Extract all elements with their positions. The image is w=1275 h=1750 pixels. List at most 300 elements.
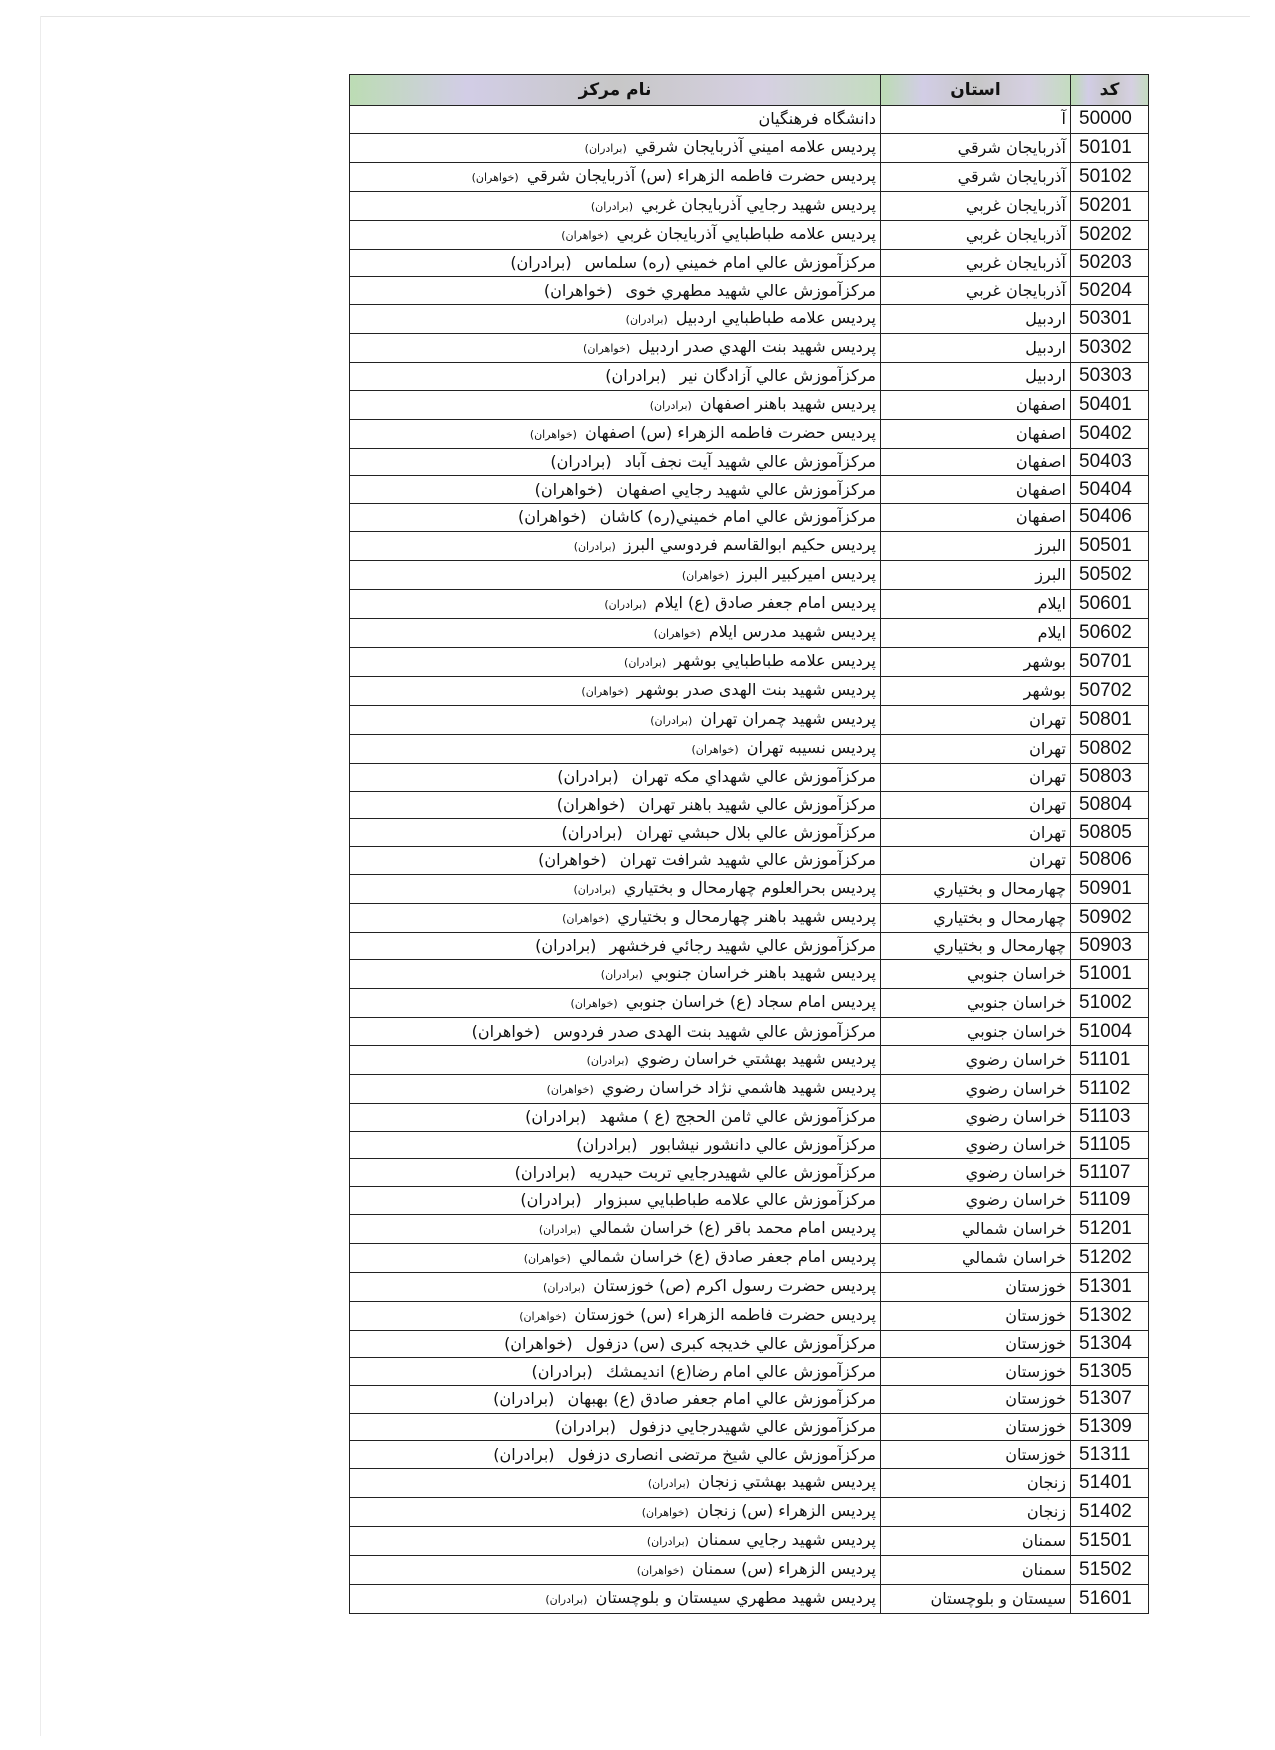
center-code: 51001 xyxy=(1071,960,1149,989)
center-name: پرديس شهيد رجايي سمنان xyxy=(697,1530,876,1550)
province-name: اصفهان xyxy=(881,390,1071,419)
center-name: مركزآموزش عالي شهيدرجايي تربت حيدريه xyxy=(589,1162,876,1182)
center-name-cell xyxy=(350,1386,881,1414)
province-name: خراسان رضوي xyxy=(881,1131,1071,1159)
gender-label: (خواهران) xyxy=(562,911,610,925)
gender-label: (برادران) xyxy=(605,366,667,386)
province-name: چهارمحال و بختياري xyxy=(881,874,1071,903)
province-name: خوزستان xyxy=(881,1272,1071,1301)
gender-label: (خواهران) xyxy=(538,850,607,870)
center-code: 51107 xyxy=(1071,1159,1149,1187)
center-name: پرديس امام سجاد (ع) خراسان جنوبي xyxy=(625,992,876,1012)
center-code: 51202 xyxy=(1071,1243,1149,1272)
table-row xyxy=(350,589,1149,618)
province-name: آذربايجان غربي xyxy=(881,191,1071,220)
center-name-cell xyxy=(350,932,881,960)
center-name: پرديس علامه طباطبايي آذربايجان غربي xyxy=(616,223,876,243)
center-name-cell xyxy=(350,560,881,589)
table-row xyxy=(350,1045,1149,1074)
table-row xyxy=(350,1498,1149,1527)
center-name-cell xyxy=(350,618,881,647)
table-row xyxy=(350,334,1149,363)
center-code: 50201 xyxy=(1071,191,1149,220)
center-name-cell xyxy=(350,476,881,504)
center-code: 51201 xyxy=(1071,1214,1149,1243)
center-code: 51401 xyxy=(1071,1469,1149,1498)
center-name: مركزآموزش عالي علامه طباطبايي سبزوار xyxy=(594,1190,876,1210)
center-code: 51109 xyxy=(1071,1187,1149,1215)
table-row xyxy=(350,903,1149,932)
header-code: کد xyxy=(1071,75,1149,106)
province-name: تهران xyxy=(881,705,1071,734)
table-row xyxy=(350,989,1149,1018)
center-code: 50402 xyxy=(1071,419,1149,448)
center-name-cell xyxy=(350,390,881,419)
center-name: پرديس شهيد بهشتي زنجان xyxy=(698,1472,876,1492)
center-name-cell xyxy=(350,874,881,903)
centers-table-container xyxy=(349,74,1148,1614)
table-body xyxy=(350,106,1149,1614)
center-name: مركزآموزش عالي شهيدرجايي دزفول xyxy=(629,1417,876,1437)
province-name: آذربايجان غربي xyxy=(881,220,1071,249)
province-name: چهارمحال و بختياري xyxy=(881,903,1071,932)
center-code: 51311 xyxy=(1071,1441,1149,1469)
center-code: 51002 xyxy=(1071,989,1149,1018)
province-name: خراسان جنوبي xyxy=(881,1018,1071,1046)
scan-edge-top xyxy=(40,16,1250,17)
table-row xyxy=(350,1413,1149,1441)
center-name: پرديس شهيد بهشتي خراسان رضوي xyxy=(636,1048,876,1068)
center-name-cell xyxy=(350,277,881,305)
gender-label: (برادران) xyxy=(573,882,616,896)
gender-label: (خواهران) xyxy=(519,1309,567,1323)
province-name: آ xyxy=(881,106,1071,134)
center-name: پرديس شهيد باهنر اصفهان xyxy=(699,393,876,413)
gender-label: (خواهران) xyxy=(581,684,629,698)
center-code: 51302 xyxy=(1071,1301,1149,1330)
table-row xyxy=(350,1103,1149,1131)
center-name: مركزآموزش عالي ثامن الحجج (ع ) مشهد xyxy=(599,1107,876,1127)
province-name: خراسان رضوي xyxy=(881,1074,1071,1103)
gender-label: (برادران) xyxy=(493,1389,555,1409)
center-code: 50404 xyxy=(1071,476,1149,504)
table-row xyxy=(350,504,1149,532)
gender-label: (برادران) xyxy=(561,822,623,842)
center-code: 50303 xyxy=(1071,363,1149,391)
center-name: مركزآموزش عالي شهيد شرافت تهران xyxy=(619,850,876,870)
center-code: 50203 xyxy=(1071,249,1149,277)
province-name: سيستان و بلوچستان xyxy=(881,1585,1071,1614)
center-code: 51101 xyxy=(1071,1045,1149,1074)
centers-table xyxy=(349,74,1149,1614)
table-row xyxy=(350,277,1149,305)
province-name: خراسان جنوبي xyxy=(881,989,1071,1018)
gender-label: (خواهران) xyxy=(534,479,604,499)
center-name: پرديس علامه طباطبايي بوشهر xyxy=(674,650,876,670)
center-name-cell xyxy=(350,676,881,705)
center-code: 51305 xyxy=(1071,1358,1149,1386)
province-name: اصفهان xyxy=(881,448,1071,476)
center-code: 50501 xyxy=(1071,531,1149,560)
gender-label: (برادران) xyxy=(625,313,668,327)
center-name-cell xyxy=(350,1498,881,1527)
center-code: 51501 xyxy=(1071,1527,1149,1556)
center-name-cell xyxy=(350,363,881,391)
gender-label: (خواهران) xyxy=(517,507,587,527)
province-name: تهران xyxy=(881,763,1071,791)
center-code: 51102 xyxy=(1071,1074,1149,1103)
province-name: بوشهر xyxy=(881,676,1071,705)
center-name: پرديس حضرت فاطمه الزهراء (س) اصفهان xyxy=(585,422,876,442)
center-name: پرديس حكيم ابوالقاسم فردوسي البرز xyxy=(623,534,876,554)
table-row xyxy=(350,249,1149,277)
gender-label: (خواهران) xyxy=(546,1082,594,1096)
table-row xyxy=(350,647,1149,676)
table-row xyxy=(350,819,1149,847)
table-row xyxy=(350,305,1149,334)
center-name-cell xyxy=(350,705,881,734)
province-name: زنجان xyxy=(881,1469,1071,1498)
center-name-cell xyxy=(350,1301,881,1330)
gender-label: (خواهران) xyxy=(556,794,626,814)
center-code: 50204 xyxy=(1071,277,1149,305)
center-code: 50901 xyxy=(1071,874,1149,903)
table-row xyxy=(350,1441,1149,1469)
province-name: ايلام xyxy=(881,589,1071,618)
gender-label: (برادران) xyxy=(600,968,643,982)
center-name-cell xyxy=(350,1272,881,1301)
center-name: پرديس حضرت رسول اكرم (ص) خوزستان xyxy=(593,1275,876,1295)
province-name: اردبيل xyxy=(881,334,1071,363)
center-code: 50301 xyxy=(1071,305,1149,334)
province-name: آذربايجان غربي xyxy=(881,277,1071,305)
gender-label: (خواهران) xyxy=(583,342,631,356)
center-code: 50804 xyxy=(1071,791,1149,819)
table-row xyxy=(350,1074,1149,1103)
gender-label: (برادران) xyxy=(538,1222,582,1236)
center-name: مركزآموزش عالي امام جعفر صادق (ع) بهبهان xyxy=(567,1389,876,1409)
table-row xyxy=(350,960,1149,989)
center-name: مركزآموزش عالي شهيد مطهري خوی xyxy=(625,280,876,300)
table-header xyxy=(350,75,1149,106)
center-name: مركزآموزش عالي دانشور نيشابور xyxy=(650,1134,876,1154)
province-name: تهران xyxy=(881,846,1071,874)
gender-label: (برادران) xyxy=(525,1107,587,1127)
center-code: 50806 xyxy=(1071,846,1149,874)
gender-label: (برادران) xyxy=(586,1053,629,1067)
table-row xyxy=(350,390,1149,419)
gender-label: (برادران) xyxy=(550,452,612,472)
center-code: 50401 xyxy=(1071,390,1149,419)
gender-label: (برادران) xyxy=(493,1444,555,1464)
center-name-cell xyxy=(350,1159,881,1187)
center-code: 50403 xyxy=(1071,448,1149,476)
gender-label: (برادران) xyxy=(584,141,627,155)
center-name: مركزآموزش عالي امام رضا(ع) انديمشك xyxy=(605,1361,876,1381)
gender-label: (برادران) xyxy=(576,1134,638,1154)
province-name: آذربايجان غربي xyxy=(881,249,1071,277)
province-name: چهارمحال و بختياري xyxy=(881,932,1071,960)
gender-label: (برادران) xyxy=(535,935,597,955)
center-name-cell xyxy=(350,734,881,763)
gender-label: (برادران) xyxy=(646,1535,689,1549)
province-name: اصفهان xyxy=(881,419,1071,448)
table-row xyxy=(350,1386,1149,1414)
center-name: پرديس نسيبه تهران xyxy=(746,737,876,757)
table-row xyxy=(350,419,1149,448)
center-name: دانشگاه فرهنگيان xyxy=(758,109,876,129)
center-name-cell xyxy=(350,1441,881,1469)
center-name-cell xyxy=(350,531,881,560)
center-name: پرديس شهيد باهنر چهارمحال و بختياري xyxy=(617,906,876,926)
province-name: اردبيل xyxy=(881,305,1071,334)
center-name: پرديس بحرالعلوم چهارمحال و بختياري xyxy=(623,877,876,897)
gender-label: (برادران) xyxy=(590,199,633,213)
gender-label: (خواهران) xyxy=(471,1021,541,1041)
province-name: خوزستان xyxy=(881,1386,1071,1414)
province-name: خراسان رضوي xyxy=(881,1045,1071,1074)
province-name: خراسان شمالي xyxy=(881,1243,1071,1272)
center-name-cell xyxy=(350,448,881,476)
table-row xyxy=(350,1187,1149,1215)
center-name: پرديس الزهراء (س) سمنان xyxy=(691,1559,876,1579)
province-name: اصفهان xyxy=(881,504,1071,532)
center-name-cell xyxy=(350,763,881,791)
center-name: مركزآموزش عالي شهداي مكه تهران xyxy=(631,767,876,787)
center-name-cell xyxy=(350,504,881,532)
province-name: خراسان رضوي xyxy=(881,1103,1071,1131)
province-name: تهران xyxy=(881,791,1071,819)
center-code: 50902 xyxy=(1071,903,1149,932)
table-row xyxy=(350,1131,1149,1159)
center-name: مركزآموزش عالي شهيد رجائي فرخشهر xyxy=(609,935,876,955)
center-name-cell xyxy=(350,133,881,162)
gender-label: (برادران) xyxy=(650,713,693,727)
gender-label: (برادران) xyxy=(545,1593,588,1607)
gender-label: (خواهران) xyxy=(641,1506,689,1520)
center-code: 50805 xyxy=(1071,819,1149,847)
table-row xyxy=(350,791,1149,819)
center-name-cell xyxy=(350,819,881,847)
center-name: پرديس امام جعفر صادق (ع) ايلام xyxy=(654,592,876,612)
table-row xyxy=(350,1527,1149,1556)
center-code: 50602 xyxy=(1071,618,1149,647)
table-row xyxy=(350,1556,1149,1585)
center-code: 50702 xyxy=(1071,676,1149,705)
province-name: خراسان شمالي xyxy=(881,1214,1071,1243)
province-name: بوشهر xyxy=(881,647,1071,676)
center-name: پرديس علامه طباطبايي اردبيل xyxy=(675,308,876,328)
center-name: مركزآموزش عالي شهيد رجايي اصفهان xyxy=(616,479,876,499)
table-row xyxy=(350,874,1149,903)
table-row xyxy=(350,1018,1149,1046)
gender-label: (خواهران) xyxy=(681,568,729,582)
center-name-cell xyxy=(350,1585,881,1614)
center-name: مركزآموزش عالي شهيد آيت نجف آباد xyxy=(624,452,876,472)
center-name: مركزآموزش عالي امام خميني(ره) كاشان xyxy=(599,507,876,527)
center-name: مركزآموزش عالي آزادگان نير xyxy=(679,366,876,386)
province-name: خراسان رضوي xyxy=(881,1187,1071,1215)
table-row xyxy=(350,191,1149,220)
center-name: پرديس امام جعفر صادق (ع) خراسان شمالي xyxy=(578,1246,876,1266)
table-row xyxy=(350,133,1149,162)
center-name-cell xyxy=(350,647,881,676)
header-row xyxy=(350,75,1149,106)
center-name: پرديس شهيد مدرس ايلام xyxy=(708,621,876,641)
center-code: 51402 xyxy=(1071,1498,1149,1527)
center-name-cell xyxy=(350,1103,881,1131)
center-name-cell xyxy=(350,846,881,874)
center-name: پرديس حضرت فاطمه الزهراء (س) آذربايجان شرقي xyxy=(526,165,876,185)
province-name: خوزستان xyxy=(881,1358,1071,1386)
province-name: خوزستان xyxy=(881,1441,1071,1469)
table-row xyxy=(350,476,1149,504)
table-row xyxy=(350,618,1149,647)
center-name-cell xyxy=(350,960,881,989)
province-name: تهران xyxy=(881,819,1071,847)
gender-label: (برادران) xyxy=(510,253,572,273)
center-code: 50102 xyxy=(1071,162,1149,191)
center-code: 51105 xyxy=(1071,1131,1149,1159)
center-code: 50502 xyxy=(1071,560,1149,589)
center-name: پرديس شهيد رجايي آذربايجان غربي xyxy=(641,194,876,214)
gender-label: (خواهران) xyxy=(570,997,618,1011)
header-center-name: نام مرکز xyxy=(350,75,881,106)
gender-label: (برادران) xyxy=(573,539,616,553)
center-name: پرديس علامه اميني آذربايجان شرقي xyxy=(634,136,876,156)
table-row xyxy=(350,676,1149,705)
center-name-cell xyxy=(350,1358,881,1386)
center-name-cell xyxy=(350,106,881,134)
gender-label: (برادران) xyxy=(520,1190,582,1210)
center-name-cell xyxy=(350,791,881,819)
center-code: 51601 xyxy=(1071,1585,1149,1614)
center-name: پرديس حضرت فاطمه الزهراء (س) خوزستان xyxy=(574,1304,876,1324)
table-row xyxy=(350,846,1149,874)
center-name: پرديس شهيد باهنر خراسان جنوبي xyxy=(651,963,876,983)
center-code: 50406 xyxy=(1071,504,1149,532)
center-name: پرديس شهيد مطهري سيستان و بلوچستان xyxy=(595,1588,876,1608)
center-code: 51103 xyxy=(1071,1103,1149,1131)
province-name: زنجان xyxy=(881,1498,1071,1527)
center-name-cell xyxy=(350,334,881,363)
province-name: البرز xyxy=(881,531,1071,560)
center-name-cell xyxy=(350,1243,881,1272)
center-name-cell xyxy=(350,1469,881,1498)
gender-label: (برادران) xyxy=(554,1417,616,1437)
center-name-cell xyxy=(350,1527,881,1556)
table-row xyxy=(350,106,1149,134)
table-row xyxy=(350,162,1149,191)
center-code: 51309 xyxy=(1071,1413,1149,1441)
center-name: پرديس امام محمد باقر (ع) خراسان شمالي xyxy=(589,1217,876,1237)
table-row xyxy=(350,448,1149,476)
gender-label: (خواهران) xyxy=(471,170,519,184)
center-name: پرديس اميركبير البرز xyxy=(737,563,876,583)
center-name-cell xyxy=(350,249,881,277)
province-name: آذربايجان شرقي xyxy=(881,133,1071,162)
center-code: 50701 xyxy=(1071,647,1149,676)
gender-label: (خواهران) xyxy=(504,1334,573,1354)
gender-label: (خواهران) xyxy=(543,280,613,300)
center-code: 50101 xyxy=(1071,133,1149,162)
gender-label: (برادران) xyxy=(543,1280,586,1294)
table-row xyxy=(350,1243,1149,1272)
table-row xyxy=(350,763,1149,791)
gender-label: (برادران) xyxy=(514,1162,576,1182)
center-name: مركزآموزش عالي خديجه كبری (س) دزفول xyxy=(585,1334,876,1354)
center-name: پرديس الزهراء (س) زنجان xyxy=(696,1501,876,1521)
center-code: 51502 xyxy=(1071,1556,1149,1585)
table-row xyxy=(350,1469,1149,1498)
province-name: آذربايجان شرقي xyxy=(881,162,1071,191)
center-name-cell xyxy=(350,220,881,249)
table-row xyxy=(350,932,1149,960)
scan-edge-left xyxy=(40,16,41,1736)
province-name: خوزستان xyxy=(881,1301,1071,1330)
center-name: مركزآموزش عالي امام خميني (ره) سلماس xyxy=(584,253,876,273)
table-row xyxy=(350,220,1149,249)
center-name-cell xyxy=(350,1074,881,1103)
table-row xyxy=(350,1272,1149,1301)
center-name-cell xyxy=(350,419,881,448)
center-code: 50802 xyxy=(1071,734,1149,763)
gender-label: (برادران) xyxy=(647,1477,690,1491)
province-name: سمنان xyxy=(881,1556,1071,1585)
center-code: 50803 xyxy=(1071,763,1149,791)
province-name: البرز xyxy=(881,560,1071,589)
province-name: خوزستان xyxy=(881,1330,1071,1358)
center-code: 50202 xyxy=(1071,220,1149,249)
gender-label: (خواهران) xyxy=(529,427,577,441)
center-name-cell xyxy=(350,1413,881,1441)
center-name: مركزآموزش عالي شهيد بنت الهدی صدر فردوس xyxy=(553,1021,876,1041)
center-code: 51307 xyxy=(1071,1386,1149,1414)
gender-label: (خواهران) xyxy=(653,626,701,640)
gender-label: (خواهران) xyxy=(523,1251,571,1265)
center-name: مركزآموزش عالي بلال حبشي تهران xyxy=(635,822,876,842)
province-name: تهران xyxy=(881,734,1071,763)
province-name: اردبيل xyxy=(881,363,1071,391)
province-name: خراسان رضوي xyxy=(881,1159,1071,1187)
gender-label: (برادران) xyxy=(624,655,667,669)
gender-label: (برادران) xyxy=(531,1361,593,1381)
center-code: 51304 xyxy=(1071,1330,1149,1358)
center-name-cell xyxy=(350,191,881,220)
center-name-cell xyxy=(350,1018,881,1046)
center-name-cell xyxy=(350,903,881,932)
province-name: اصفهان xyxy=(881,476,1071,504)
table-row xyxy=(350,1358,1149,1386)
province-name: خوزستان xyxy=(881,1413,1071,1441)
center-name: مركزآموزش عالي شيخ مرتضی انصاری دزفول xyxy=(567,1444,876,1464)
center-name-cell xyxy=(350,1131,881,1159)
center-name: پرديس شهيد هاشمي نژاد خراسان رضوي xyxy=(601,1077,876,1097)
header-province: استان xyxy=(881,75,1071,106)
table-row xyxy=(350,734,1149,763)
center-name: مركزآموزش عالي شهيد باهنر تهران xyxy=(638,794,876,814)
gender-label: (خواهران) xyxy=(561,228,609,242)
province-name: خراسان جنوبي xyxy=(881,960,1071,989)
center-code: 51301 xyxy=(1071,1272,1149,1301)
table-row xyxy=(350,531,1149,560)
gender-label: (برادران) xyxy=(649,398,692,412)
center-code: 50801 xyxy=(1071,705,1149,734)
center-code: 50601 xyxy=(1071,589,1149,618)
center-code: 50903 xyxy=(1071,932,1149,960)
center-name-cell xyxy=(350,305,881,334)
center-name: پرديس شهيد بنت الهدي صدر اردبيل xyxy=(638,337,876,357)
